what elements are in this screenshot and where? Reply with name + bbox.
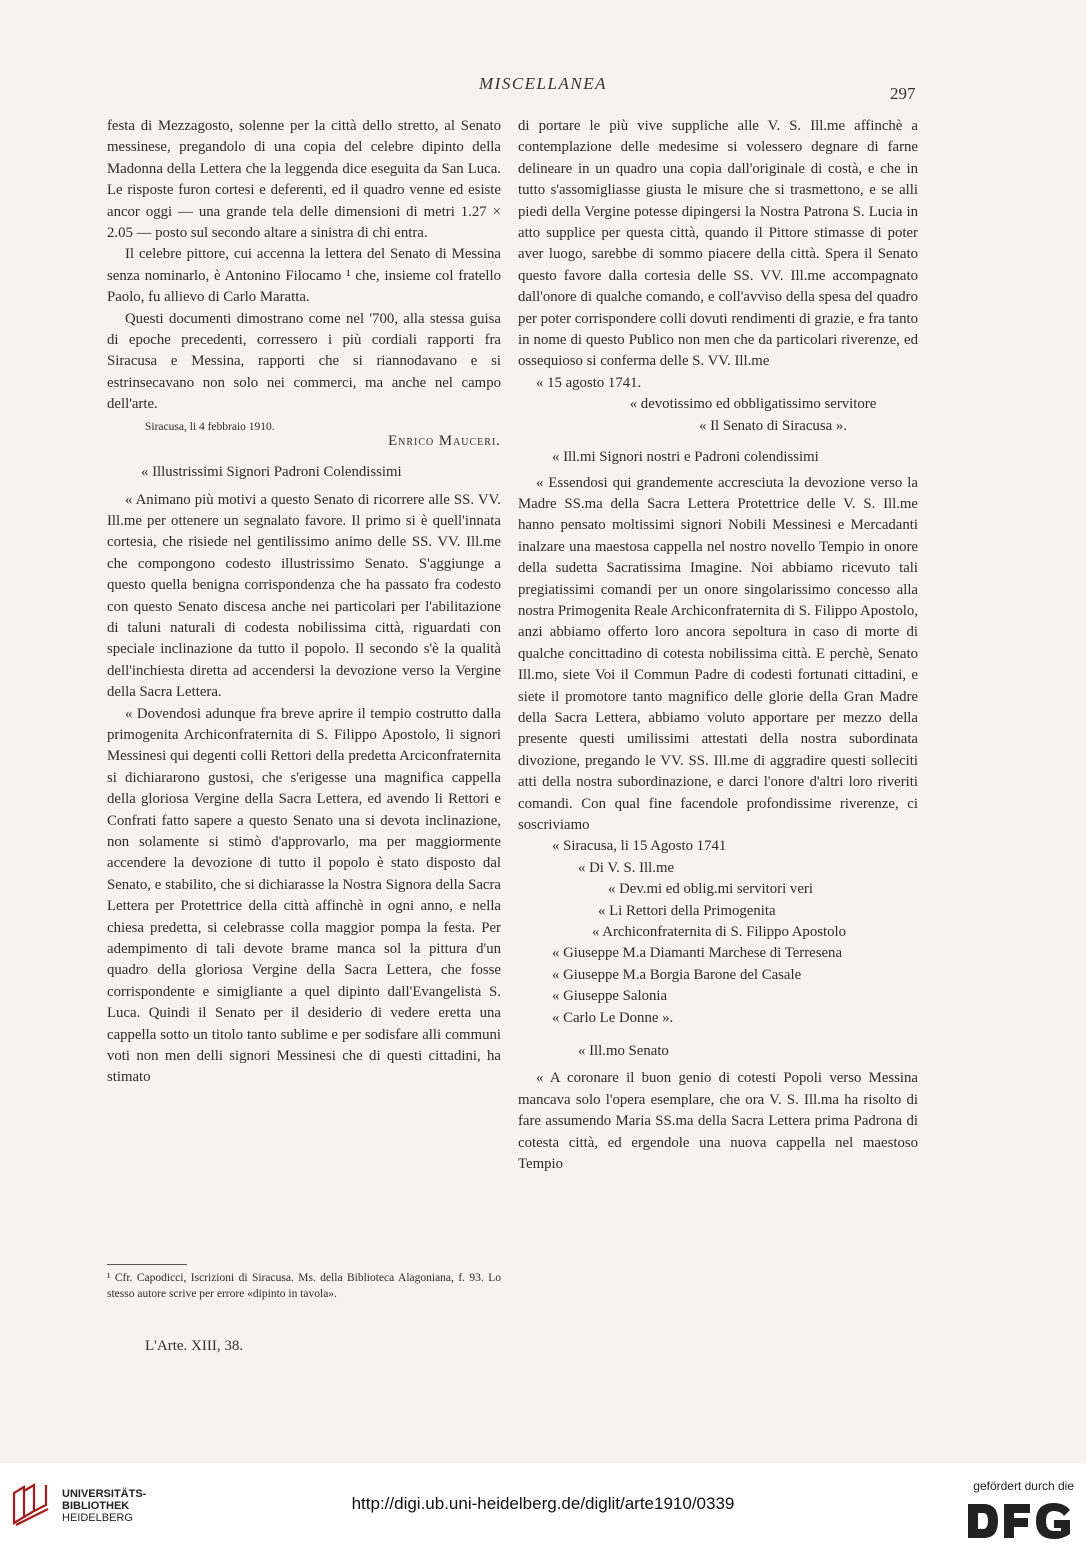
paragraph: Il celebre pittore, cui accenna la lettera del Senato di Messina senza nominarlo, è Antonino Filocamo ¹ che, insieme col fratello Paolo, fu allievo di Carlo Maratta.: [107, 246, 501, 306]
letter-paragraph: « A coronare il buon genio di cotesti Popoli verso Messina mancava solo l'opera esemplare, che ora V. S. Ill.ma ha risolto di fare assumendo Maria SS.ma della Sacra Lettera prima Padrona di cotesta città, ed ergendole una nuova cappella nel maestoso Tempio: [518, 1070, 918, 1173]
letter-closing: « devotissimo ed obbligatissimo servitore: [629, 396, 877, 413]
letter-signatory: « Giuseppe Salonia: [552, 988, 668, 1005]
right-column: [518, 116, 918, 1176]
page-footer: L'Arte. XIII, 38.: [145, 1338, 244, 1354]
letter-salutation: « Illustrissimi Signori Padroni Colendissimi: [141, 464, 402, 481]
dateline: Siracusa, li 4 febbraio 1910.: [145, 420, 275, 433]
letter-paragraph: « Animano più motivi a questo Senato di ricorrere alle SS. VV. Ill.me per ottenere un segnalato favore. Il primo si è quell'innata cortesia, che risiede nel gentilissimo animo delle SS. VV. Ill.me che compongono codesto illustrissimo Senato. S'aggiunge a questo quella benigna corrispondenza che ha passato fra codesto con questo Senato discesa anche nei particolari per l'abilitazione di taluni naturali di codesta nobilissima città, riguardati con speciale inclinazione da tutto il popolo. Il secondo s'è la qualità dell'inchiesta diretta ad accendersi la devozione verso la Vergine della Sacra Lettera.: [107, 491, 501, 701]
letter-salutation: « Ill.mo Senato: [578, 1043, 669, 1060]
letter-paragraph: « Essendosi qui grandemente accresciuta la devozione verso la Madre SS.ma della Sacra Lettera Protettrice delle V. S. Ill.me hanno pensato moltissimi signori Nobili Messinesi e Mercadanti inalzare una maestosa cappella nel nostro novello Tempio in onore della sudetta Sacratissima Imagine. Noi abbiamo ricevuto tali pregiatissimi comandi per un onore singolarissimo concesso alla nostra Primogenita Reale Archiconfraternita di S. Filippo Apostolo, anzi abbiamo offerto loro ancora sepoltura in caso di morte di qualche concittadino di cotesta nobilissima città. E perchè, Senato Ill.mo, siete Voi il Commun Padre di codesti fortunati cittadini, e siete il promotore tanto magnifico delle glorie della Gran Madre della Sacra Lettera, abbiamo voluto apportare per mezzo della presente questi umilissimi attestati della nostra subordinata divozione, pregando le VV. SS. Ill.me di aggradire questi solleciti atti della nostra subordinazione, e darci l'onore d'altri loro riveriti comandi. Con qual fine facendole profondissime riverenze, ci soscriviamo: [518, 474, 918, 833]
dfg-logo-icon: [966, 1500, 1074, 1542]
left-column: [107, 116, 501, 1089]
running-title: MISCELLANEA: [479, 74, 607, 93]
letter-signature: « Archiconfraternita di S. Filippo Apostolo: [592, 924, 846, 941]
letter-salutation: « Ill.mi Signori nostri e Padroni colendissimi: [552, 449, 819, 466]
source-url-link[interactable]: http://digi.ub.uni-heidelberg.de/diglit/arte1910/0339: [351, 1494, 735, 1513]
letter-closing: « Di V. S. Ill.me: [578, 859, 675, 876]
letter-signatory: « Giuseppe M.a Borgia Barone del Casale: [552, 966, 802, 983]
letter-signature: « Il Senato di Siracusa ».: [699, 417, 847, 434]
library-name-line: UNIVERSITÄTS-: [62, 1488, 147, 1500]
letter-signatory: « Carlo Le Donne ».: [552, 1009, 674, 1026]
letter-signatory: « Giuseppe M.a Diamanti Marchese di Terresena: [552, 945, 843, 962]
page-number: 297: [890, 84, 916, 103]
letter-date: « Siracusa, li 15 Agosto 1741: [552, 838, 727, 855]
paragraph: Questi documenti dimostrano come nel '700, alla stessa guisa di epoche precedenti, corressero i più cordiali rapporti fra Siracusa e Messina, rapporti che si riannodavano e si estrinsecavano non solo nei commerci, ma anche nel campo dell'arte.: [107, 310, 501, 413]
library-name-line: BIBLIOTHEK: [62, 1500, 130, 1512]
funding-label: gefördert durch die: [973, 1479, 1074, 1493]
footnote-rule: [107, 1264, 187, 1265]
dfg-logo-text: DFG: [1020, 1530, 1023, 1531]
author-signature: Enrico Mauceri.: [388, 432, 501, 449]
letter-closing: « Dev.mi ed oblig.mi servitori veri: [608, 881, 813, 898]
letter-date: « 15 agosto 1741.: [536, 374, 642, 391]
letter-paragraph: « Dovendosi adunque fra breve aprire il tempio costrutto dalla primogenita Archiconfraternita di S. Filippo Apostolo, li signori Messinesi qui degenti colli Rettori della predetta Arciconfraternita si dichiararono gustosi, che s'erigesse una magnifica cappella della gloriosa Vergine della Sacra Lettera, ed avendo li Rettori e Confrati fatto sapere a questo Senato una si devota inclinazione, non solamente si stimò d'approvarlo, ma per maggiormente accendere la devozione di tutto il popolo è stato disposto dal Senato, e stabilito, che si dichiarasse la Nostra Signora della Sacra Lettera per Protettrice della città affinchè in ogni anno, e nella chiesa predetta, si celebrasse colla maggior pompa la festa. Per adempimento di tali devote brame manca sol la pittura d'un quadro della gloriosa Vergine della Sacra Lettera, che fosse corrispondente e simigliante a quel dipinto dall'Evangelista S. Luca. Quindi il Senato per il desiderio di vedere eretta una cappella sotto un titolo tanto sublime e per sodisfare alli communi voti non men delli signori Messinesi che di questi cittadini, ha stimato: [107, 705, 501, 1086]
letter-paragraph: di portare le più vive suppliche alle V. S. Ill.me affinchè a contemplazione delle medesime si volessero degnare di farne delineare in un quadro una copia dall'originale di costà, e che in tutto s'assomigliasse giusta le misure che si trasmettono, e se alli piedi della Vergine potesse dipingersi la Nostra Patrona S. Lucia in atto supplice per questa città, quando il Pittore stimasse di poter aver luogo, sarebbe di sommo piacere della città. Spera il Senato questo favore dalla cortesia delle SS. VV. Ill.me accompagnato dall'onore di qualche comando, e coll'avviso della spesa del quadro per poter corrispondere colli dovuti rendimenti di grazie, e fra tanto in nome di questo Publico non men che da particolari riverenze, ed ossequioso si conferma delle S. VV. Ill.me: [518, 118, 918, 370]
paragraph: festa di Mezzagosto, solenne per la città dello stretto, al Senato messinese, pregandolo di una copia del celebre dipinto della Madonna della Lettera che la leggenda dice eseguita da San Luca. Le risposte furon cortesi e deferenti, ed il quadro venne ed esiste ancor oggi — una grande tela delle dimensioni di metri 1.27 × 2.05 — posto sul secondo altare a sinistra di chi entra.: [107, 118, 501, 242]
library-name-line: HEIDELBERG: [62, 1512, 133, 1524]
footnote: ¹ Cfr. Capodicci, Iscrizioni di Siracusa. Ms. della Biblioteca Alagoniana, f. 93. Lo stesso autore scrive per errore «dipinto in tavola».: [107, 1272, 501, 1300]
letter-signature: « Li Rettori della Primogenita: [598, 902, 776, 919]
